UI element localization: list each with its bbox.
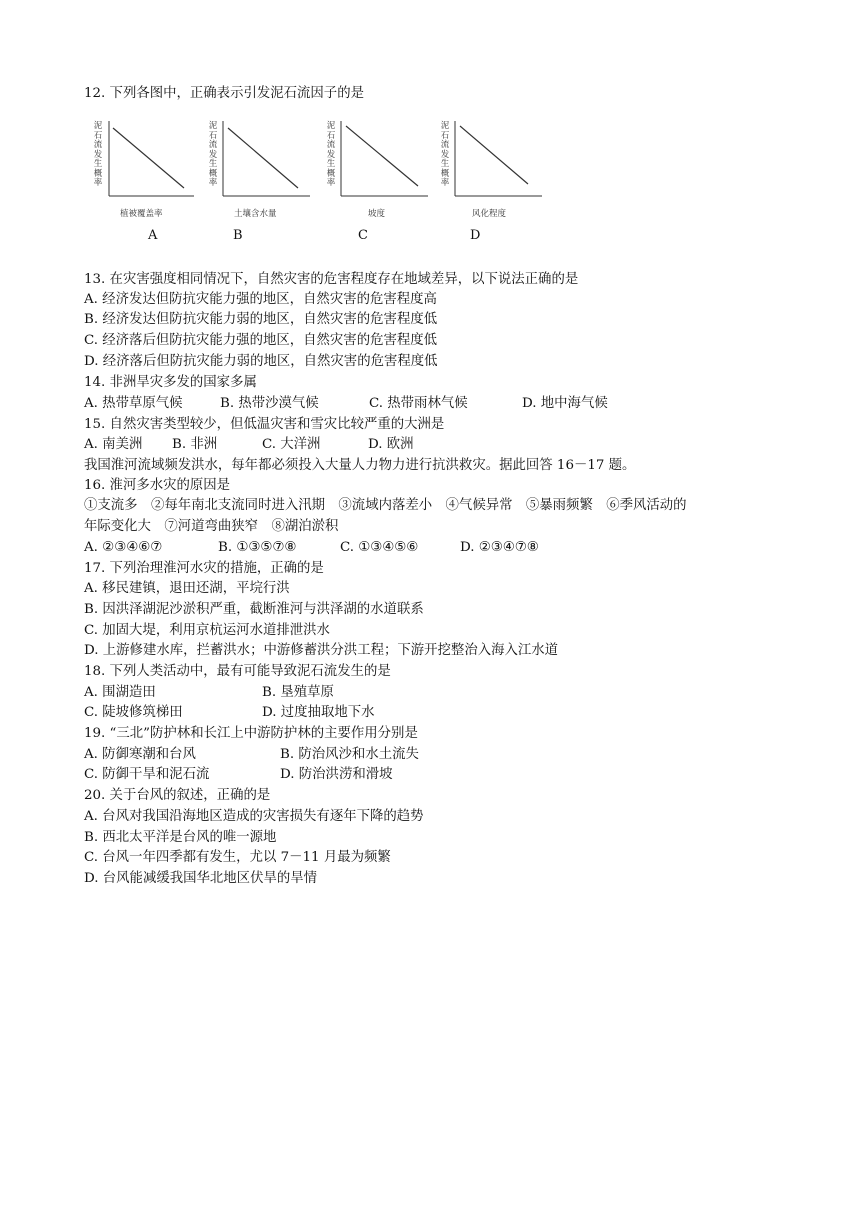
question-16-stem: 16. 淮河多水灾的原因是 (84, 478, 231, 493)
question-19-option-b: B. 防治风沙和水土流失 (280, 747, 419, 762)
trend-line (460, 126, 528, 184)
question-14-option-d: D. 地中海气候 (522, 396, 608, 411)
trend-line (346, 126, 418, 186)
question-13-option-d: D. 经济落后但防抗灾能力弱的地区，自然灾害的危害程度低 (84, 354, 438, 369)
question-18-option-c: C. 陡坡修筑梯田 (84, 705, 183, 720)
question-18-option-a: A. 围湖造田 (84, 685, 156, 700)
question-16-option-a: A. ②③④⑥⑦ (84, 540, 163, 555)
question-16-items-line-2: 年际变化大 ⑦河道弯曲狭窄 ⑧湖泊淤积 (84, 519, 339, 534)
question-20-option-a: A. 台风对我国沿海地区造成的灾害损失有逐年下降的趋势 (84, 809, 424, 824)
question-16-items-line-1: ①支流多 ②每年南北支流同时进入汛期 ③流域内落差小 ④气候异常 ⑤暴雨频繁 ⑥季风活动的 (84, 498, 687, 513)
question-15-option-d: D. 欧洲 (368, 437, 414, 452)
x-axis-label: 土壤含水量 (234, 209, 277, 219)
x-axis-label: 植被覆盖率 (120, 209, 163, 219)
question-13-option-a: A. 经济发达但防抗灾能力强的地区，自然灾害的危害程度高 (84, 292, 437, 307)
chart-b (206, 116, 316, 246)
question-15-stem: 15. 自然灾害类型较少，但低温灾害和雪灾比较严重的大洲是 (84, 417, 445, 432)
question-13-option-c: C. 经济落后但防抗灾能力强的地区，自然灾害的危害程度低 (84, 333, 438, 348)
chart-a-plot (90, 116, 200, 216)
question-19-option-a: A. 防御寒潮和台风 (84, 747, 196, 762)
chart-c-plot (324, 116, 434, 216)
question-14-option-b: B. 热带沙漠气候 (220, 396, 319, 411)
question-14-option-c: C. 热带雨林气候 (369, 396, 468, 411)
question-18-option-b: B. 垦殖草原 (262, 685, 334, 700)
question-20-option-c: C. 台风一年四季都有发生，尤以 7－11 月最为频繁 (84, 850, 391, 865)
question-16-option-b: B. ①③⑤⑦⑧ (218, 540, 297, 555)
chart-letter: A (148, 228, 158, 243)
question-15-option-a: A. 南美洲 (84, 437, 143, 452)
chart-letter: D (470, 228, 481, 243)
chart-letter: C (358, 228, 368, 243)
question-17-option-a: A. 移民建镇，退田还湖，平垸行洪 (84, 581, 290, 596)
chart-a (90, 116, 200, 246)
question-18-option-d: D. 过度抽取地下水 (262, 705, 375, 720)
question-13-stem: 13. 在灾害强度相同情况下，自然灾害的危害程度存在地域差异，以下说法正确的是 (84, 272, 579, 287)
question-12-charts (84, 116, 564, 246)
chart-d (436, 116, 546, 246)
chart-d-plot (436, 116, 546, 216)
y-axis-label: 泥石流发生概率 (440, 121, 450, 188)
y-axis-label: 泥石流发生概率 (93, 121, 103, 188)
question-19-option-d: D. 防治洪涝和滑坡 (280, 767, 393, 782)
trend-line (228, 128, 298, 188)
question-13-option-b: B. 经济发达但防抗灾能力弱的地区，自然灾害的危害程度低 (84, 312, 438, 327)
question-16-option-d: D. ②③④⑦⑧ (460, 540, 539, 555)
question-19-stem: 19. “三北”防护林和长江上中游防护林的主要作用分别是 (84, 726, 418, 741)
question-17-stem: 17. 下列治理淮河水灾的措施，正确的是 (84, 561, 324, 576)
question-19-option-c: C. 防御干旱和泥石流 (84, 767, 210, 782)
question-17-option-b: B. 因洪泽湖泥沙淤积严重，截断淮河与洪泽湖的水道联系 (84, 602, 424, 617)
question-20-stem: 20. 关于台风的叙述，正确的是 (84, 788, 271, 803)
chart-c (324, 116, 434, 246)
question-12-stem: 12. 下列各图中，正确表示引发泥石流因子的是 (84, 86, 364, 101)
chart-letter: B (233, 228, 243, 243)
question-18-stem: 18. 下列人类活动中，最有可能导致泥石流发生的是 (84, 664, 391, 679)
x-axis-label: 坡度 (368, 209, 386, 219)
question-14-option-a: A. 热带草原气候 (84, 396, 183, 411)
x-axis-label: 风化程度 (472, 209, 507, 219)
question-17-option-d: D. 上游修建水库，拦蓄洪水；中游修蓄洪分洪工程；下游开挖整治入海入江水道 (84, 643, 559, 658)
question-20-option-b: B. 西北太平洋是台风的唯一源地 (84, 830, 277, 845)
question-16-option-c: C. ①③④⑤⑥ (340, 540, 419, 555)
question-20-option-d: D. 台风能减缓我国华北地区伏旱的旱情 (84, 871, 318, 886)
y-axis-label: 泥石流发生概率 (326, 121, 336, 188)
intro-16-17: 我国淮河流域频发洪水，每年都必须投入大量人力物力进行抗洪救灾。据此回答 16－17 题。 (84, 458, 636, 473)
y-axis-label: 泥石流发生概率 (208, 121, 218, 188)
trend-line (113, 128, 184, 188)
chart-b-plot (206, 116, 316, 216)
question-17-option-c: C. 加固大堤，利用京杭运河水道排泄洪水 (84, 623, 330, 638)
question-15-option-b: B. 非洲 (172, 437, 218, 452)
question-14-stem: 14. 非洲旱灾多发的国家多属 (84, 375, 257, 390)
question-15-option-c: C. 大洋洲 (262, 437, 321, 452)
